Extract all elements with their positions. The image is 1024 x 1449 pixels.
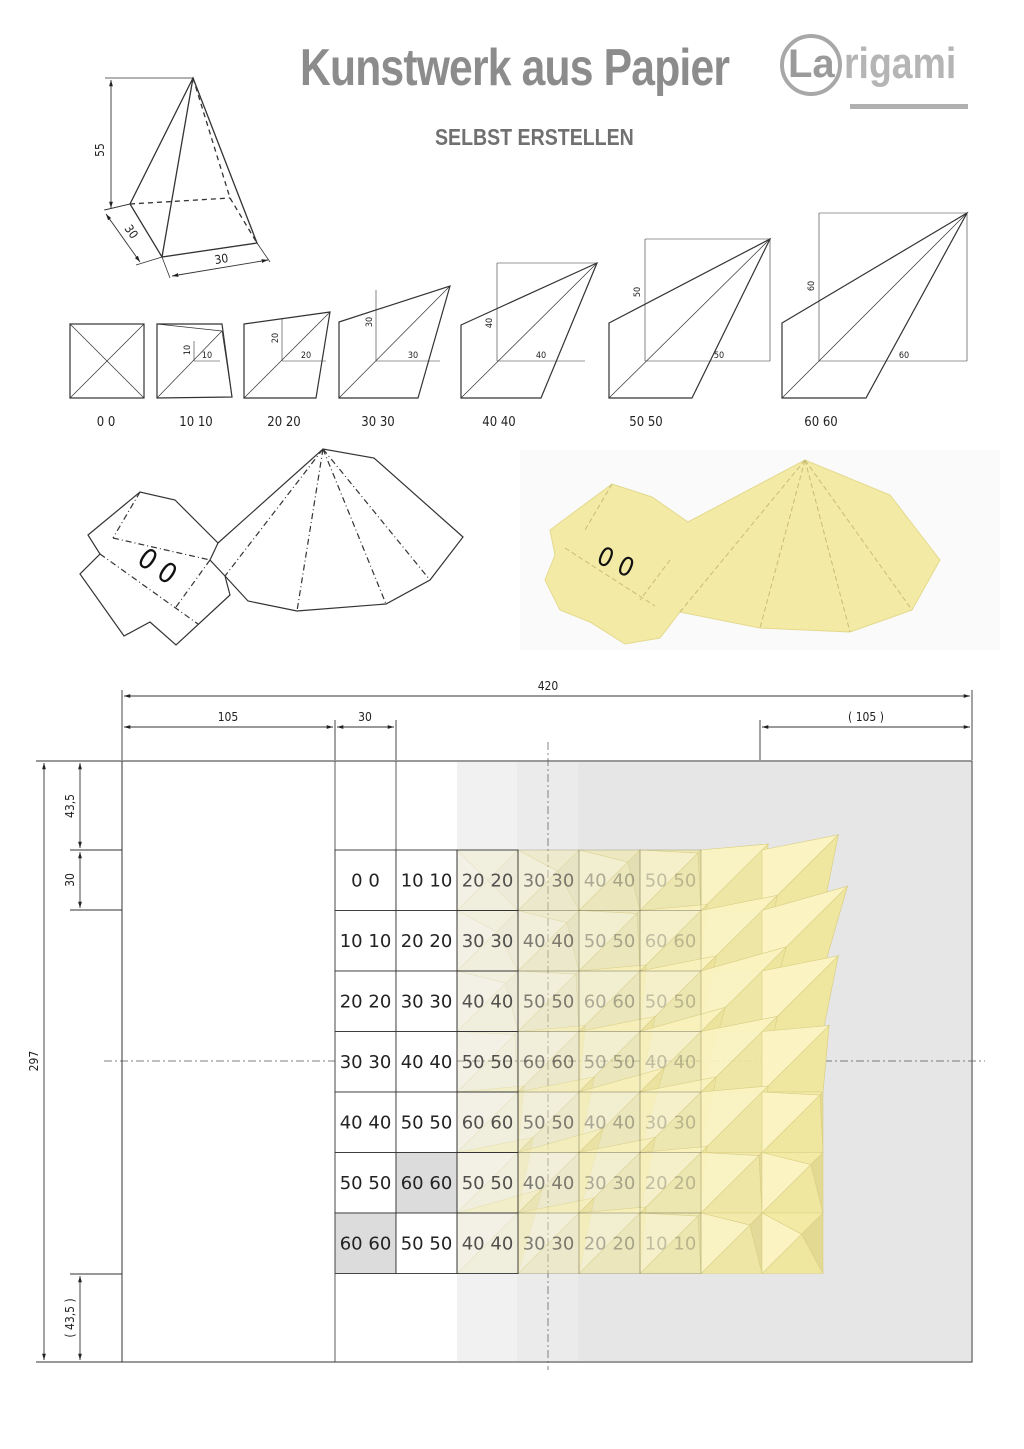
net-photo-label: 0 0 [592,541,639,585]
grid-cell-label: 10 10 [644,1233,697,1255]
variant-label-0: 0 0 [96,415,116,430]
grid-cell-label: 30 30 [522,870,575,892]
sheet-right-margin-label: ( 105 ) [848,710,884,724]
grid-cell-label: 40 40 [583,870,636,892]
net-line-drawing [80,449,463,645]
grid-cell-label: 40 40 [522,1172,575,1194]
grid-cell-label: 50 50 [583,1051,636,1073]
net-paper-photo [520,450,1000,650]
pyramid-depth-label: 30 [121,222,141,242]
grid-cell-label: 30 30 [339,1051,392,1073]
variant-60-v-dim: 60 [807,280,817,292]
grid-cell-label: 50 50 [461,1051,514,1073]
grid-cell-label: 10 10 [339,930,392,952]
variant-50-h-dim: 50 [713,351,725,361]
grid-cell-label: 60 60 [522,1051,575,1073]
grid-cell-label: 20 20 [400,930,453,952]
variant-label-60: 60 60 [804,415,838,430]
net-line-label: 0 0 [131,541,184,592]
page-title: Kunstwerk aus Papier [300,39,730,97]
grid-cell-label: 50 50 [400,1233,453,1255]
variant-60-60 [782,213,967,398]
grid-cell-label: 50 50 [461,1172,514,1194]
grid-cell-label: 30 30 [400,991,453,1013]
grid-cell-label: 60 60 [461,1112,514,1134]
variant-30-v-dim: 30 [365,316,375,328]
logo-la-text: La [788,42,835,86]
variant-0-0 [70,324,144,398]
grid-cell-label: 40 40 [583,1112,636,1134]
variant-40-v-dim: 40 [485,317,495,329]
variant-60-h-dim: 60 [898,351,910,361]
grid-cell-label: 30 30 [583,1172,636,1194]
sheet-height-label: 297 [27,1050,41,1072]
grid-cell-label: 60 60 [583,991,636,1013]
variant-label-40: 40 40 [482,415,516,430]
grid-cell-label: 40 40 [522,930,575,952]
grid-cell-label: 60 60 [400,1172,453,1194]
grid-cell-label: 20 20 [461,870,514,892]
grid-cell-label: 30 30 [522,1233,575,1255]
variant-40-h-dim: 40 [535,351,547,361]
grid-cell-label: 50 50 [583,930,636,952]
sheet-row-label: 30 [63,873,77,887]
grid-cell-label: 50 50 [644,991,697,1013]
variant-10-h-dim: 10 [201,351,213,361]
variant-label-30: 30 30 [361,415,395,430]
grid-cell-label: 40 40 [644,1051,697,1073]
grid-cell-label: 50 50 [400,1112,453,1134]
sheet-top-margin-label: 43,5 [63,793,77,819]
sheet-width-label: 420 [537,679,559,693]
variant-30-30 [339,286,450,398]
variant-50-v-dim: 50 [633,286,643,298]
page-subtitle: SELBST ERSTELLEN [435,124,634,150]
pyramid-width-label: 30 [213,251,230,268]
grid-cell-label: 20 20 [583,1233,636,1255]
variant-20-20 [244,312,330,398]
variant-10-v-dim: 10 [183,344,193,356]
sheet-left-margin-label: 105 [217,710,239,724]
grid-cell-label: 40 40 [400,1051,453,1073]
grid-cell-label: 30 30 [644,1112,697,1134]
variant-20-v-dim: 20 [271,332,281,344]
variant-label-50: 50 50 [629,415,663,430]
sheet-bottom-margin-label: ( 43,5 ) [63,1298,77,1338]
grid-cell-label: 60 60 [339,1233,392,1255]
sheet-column-label: 30 [358,710,372,724]
variant-label-20: 20 20 [267,415,301,430]
grid-cell-label: 40 40 [461,1233,514,1255]
logo-rigami-text: rigami [844,39,957,88]
grid-cell-label: 40 40 [339,1112,392,1134]
grid-cell-label: 50 50 [644,870,697,892]
variant-50-50 [609,239,770,398]
grid-cell-label: 20 20 [339,991,392,1013]
variant-40-40 [461,263,597,398]
grid-cell-label: 40 40 [461,991,514,1013]
grid-cell-label: 50 50 [522,991,575,1013]
grid-cell-label: 60 60 [644,930,697,952]
grid-cell-label: 10 10 [400,870,453,892]
grid-cell-label: 30 30 [461,930,514,952]
pyramid-3d-drawing [104,78,270,278]
variant-20-h-dim: 20 [300,351,312,361]
variant-label-10: 10 10 [179,415,213,430]
pyramid-height-label: 55 [93,143,107,157]
grid-cell-label: 0 0 [351,870,380,892]
grid-cell-label: 50 50 [339,1172,392,1194]
variant-30-h-dim: 30 [407,351,419,361]
grid-cell-label: 50 50 [522,1112,575,1134]
grid-cell-label: 20 20 [644,1172,697,1194]
variant-10-10 [157,324,232,398]
